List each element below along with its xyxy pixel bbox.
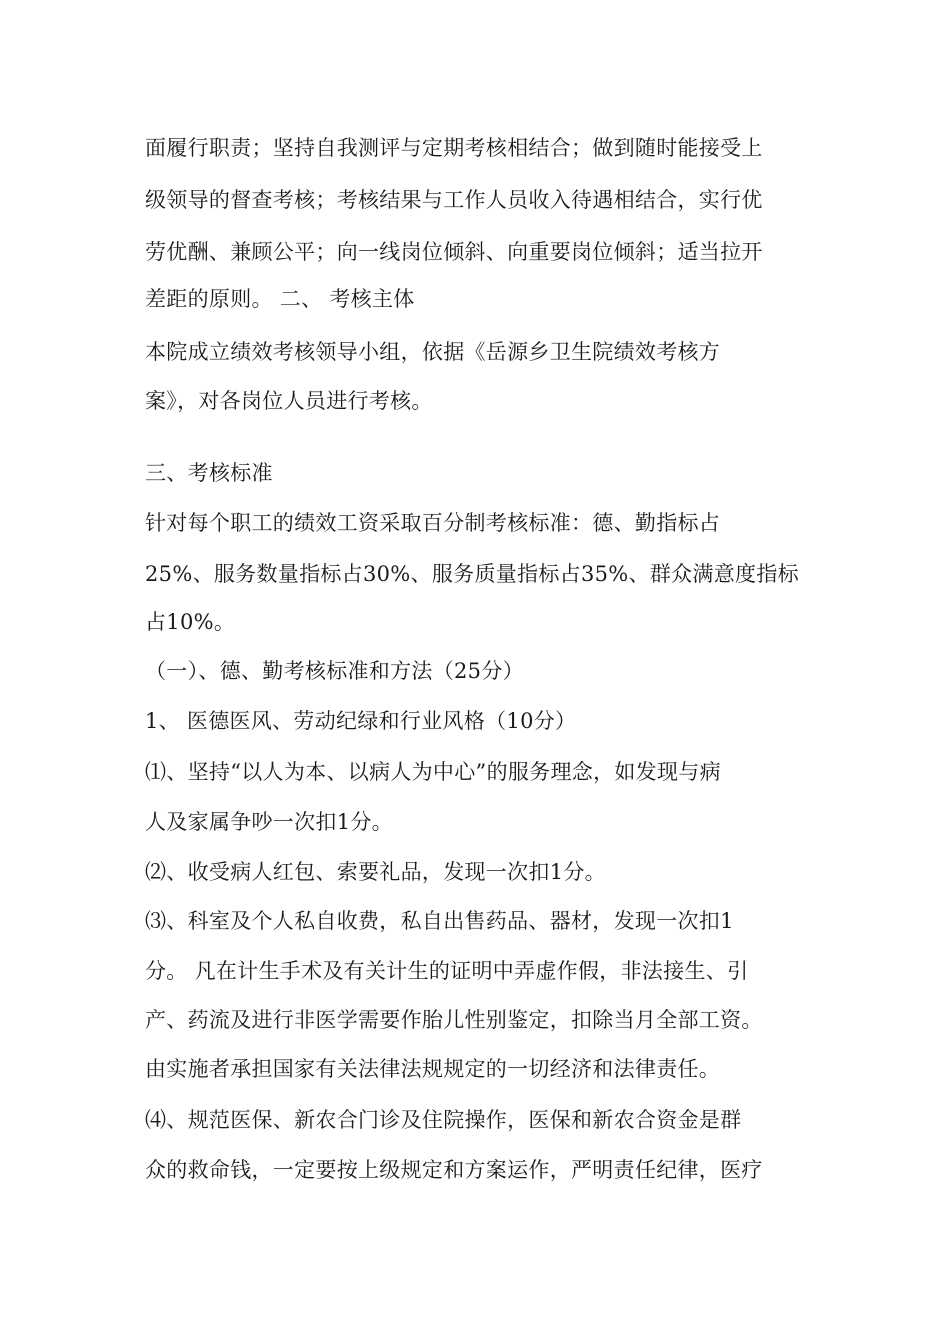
text-line: 本院成立绩效考核领导小组，依据《岳源乡卫生院绩效考核方 [145,340,721,364]
text-line: 差距的原则。 二、 考核主体 [145,287,415,311]
text-line: ⑶、科室及个人私自收费，私自出售药品、器材，发现一次扣1 [145,909,734,933]
text-line: ⑵、收受病人红包、索要礼品，发现一次扣1分。 [145,860,606,884]
text-line: 劳优酬、兼顾公平；向一线岗位倾斜、向重要岗位倾斜；适当拉开 [145,240,763,264]
subsection-heading: （一）、德、勤考核标准和方法（25分） [145,659,524,683]
text-line: 25%、服务数量指标占30%、服务质量指标占35%、群众满意度指标 [145,562,799,586]
text-line: ⑷、规范医保、新农合门诊及住院操作，医保和新农合资金是群 [145,1108,742,1132]
text-line: 级领导的督查考核；考核结果与工作人员收入待遇相结合，实行优 [145,188,763,212]
text-line: 案》，对各岗位人员进行考核。 [145,389,433,413]
text-line: 由实施者承担国家有关法律法规规定的一切经济和法律责任。 [145,1057,721,1081]
text-line: 占10%。 [145,610,236,634]
text-line: 人及家属争吵一次扣1分。 [145,810,393,834]
text-line: ⑴、坚持“以人为本、以病人为中心”的服务理念，如发现与病 [145,760,721,784]
text-line: 产、药流及进行非医学需要作胎儿性别鉴定，扣除当月全部工资。 [145,1008,763,1032]
text-line: 众的救命钱，一定要按上级规定和方案运作，严明责任纪律，医疗 [145,1158,763,1182]
section-heading: 三、考核标准 [145,461,273,485]
subsection-heading: 1、 医德医风、劳动纪绿和行业风格（10分） [145,709,577,733]
text-line: 面履行职责；坚持自我测评与定期考核相结合；做到随时能接受上 [145,136,763,160]
text-line: 分。 凡在计生手术及有关计生的证明中弄虚作假，非法接生、引 [145,959,749,983]
text-line: 针对每个职工的绩效工资采取百分制考核标准：德、勤指标占 [145,511,721,535]
